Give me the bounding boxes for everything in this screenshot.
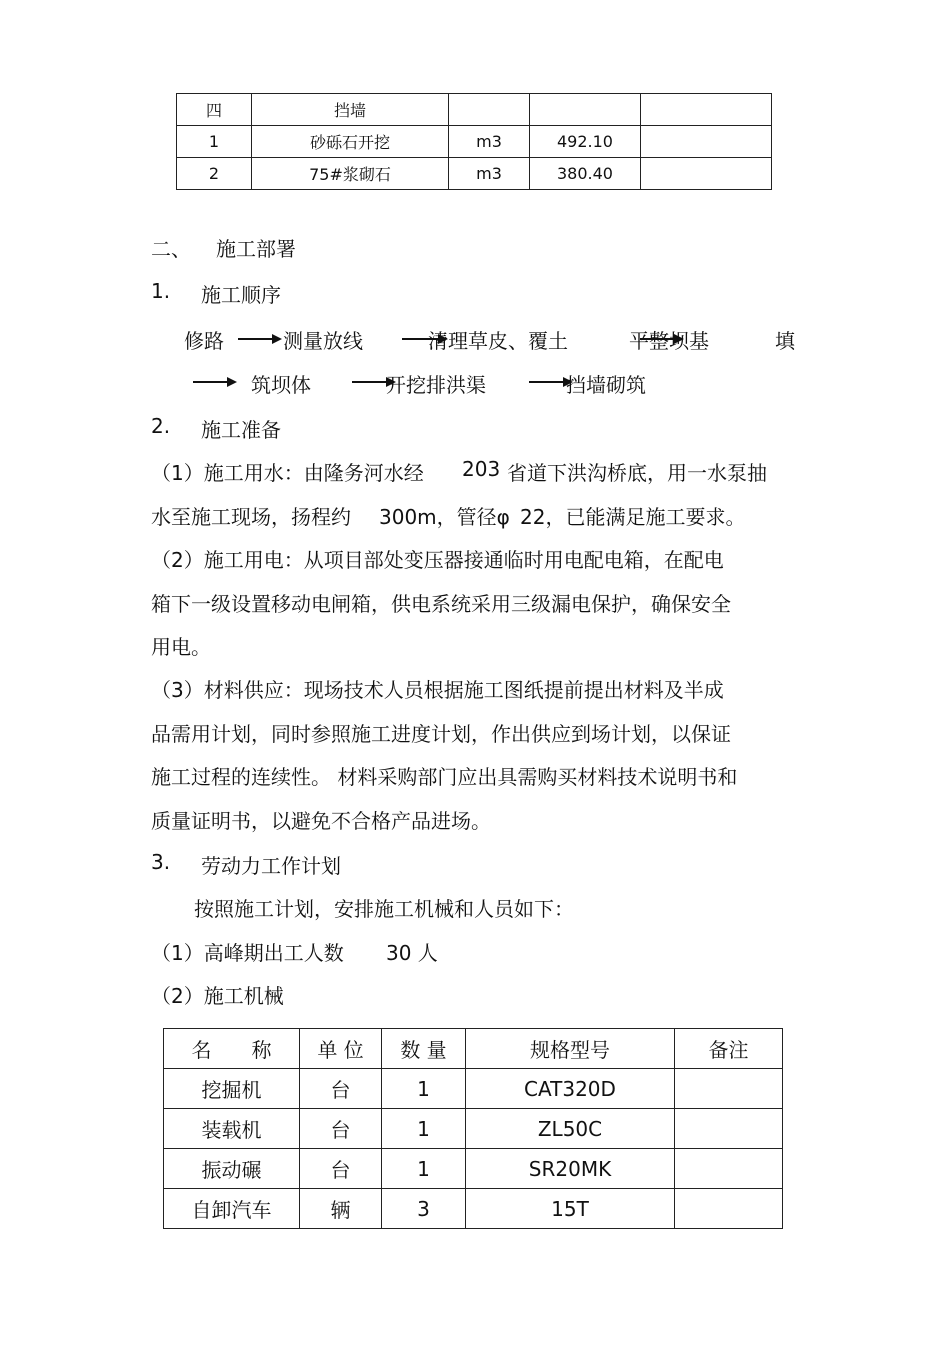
flow-step: 筑坝体 [251,373,311,397]
table-cell: CAT320D [466,1069,675,1109]
flow-step: 测量放线 [283,329,363,353]
table-cell: m3 [449,126,530,158]
table-cell: 振动碾 [164,1149,300,1189]
table-cell: 1 [382,1109,466,1149]
table-cell [449,94,530,126]
paragraph-text: （1）高峰期出工人数 [151,941,344,965]
table-row [177,158,772,190]
subsection-number: 3. [151,850,171,874]
table-cell [675,1109,783,1149]
paragraph-text: （3）材料供应：现场技术人员根据施工图纸提前提出材料及半成 [151,678,724,702]
table-cell [641,158,772,190]
table-cell: 15T [466,1189,675,1229]
arrow-right-icon [238,338,280,340]
flow-step: 平整坝基 [629,329,709,353]
table-row [164,1189,783,1229]
subsection-number: 1. [151,279,171,303]
subsection-title: 施工顺序 [201,283,281,307]
table-header-cell: 数 量 [382,1029,466,1069]
flow-step: 修路 [184,329,224,353]
table-cell: 492.10 [530,126,641,158]
table-cell [675,1149,783,1189]
table-cell: 四 [177,94,252,126]
paragraph-text: 质量证明书，以避免不合格产品进场。 [151,809,491,833]
section-number: 二、 [151,237,191,261]
paragraph-text: 水至施工现场，扬程约 [151,505,351,529]
table-cell: 1 [382,1149,466,1189]
table-cell [675,1189,783,1229]
table-cell: m3 [449,158,530,190]
table-cell: 装载机 [164,1109,300,1149]
table-row [177,126,772,158]
paragraph-text: 按照施工计划，安排施工机械和人员如下： [194,897,574,921]
table-cell: 挖掘机 [164,1069,300,1109]
table-header-cell: 名 称 [164,1029,300,1069]
table-cell [675,1069,783,1109]
table-header-cell: 备注 [675,1029,783,1069]
table-cell [641,126,772,158]
table-cell: 自卸汽车 [164,1189,300,1229]
table-row [164,1149,783,1189]
arrow-right-icon [193,381,235,383]
table-row [164,1069,783,1109]
table-cell: 挡墙 [252,94,449,126]
subsection-title: 劳动力工作计划 [201,854,341,878]
table-header-row [164,1029,783,1069]
table-cell: ZL50C [466,1109,675,1149]
table-cell: 台 [300,1109,382,1149]
paragraph-text: （2）施工机械 [151,984,284,1008]
quantity-table [176,93,772,190]
flow-step: 开挖排洪渠 [386,373,486,397]
table-header-cell: 规格型号 [466,1029,675,1069]
paragraph-text: 22，已能满足施工要求。 [520,505,746,529]
paragraph-text: 施工过程的连续性。 材料采购部门应出具需购买材料技术说明书和 [151,765,738,789]
table-cell: 2 [177,158,252,190]
paragraph-text: 30 人 [386,941,438,965]
table-cell: 1 [177,126,252,158]
table-cell [641,94,772,126]
table-row [164,1109,783,1149]
table-cell: 砂砾石开挖 [252,126,449,158]
paragraph-text: 300m，管径φ [379,505,510,529]
paragraph-text: 省道下洪沟桥底，用一水泵抽 [507,461,767,485]
paragraph-text: 用电。 [151,635,211,659]
table-header-cell: 单 位 [300,1029,382,1069]
paragraph-text: 203 [462,457,501,481]
table-cell: 台 [300,1149,382,1189]
table-cell: 1 [382,1069,466,1109]
table-cell: 辆 [300,1189,382,1229]
table-cell: 台 [300,1069,382,1109]
arrow-right-icon [529,381,571,383]
table-cell: 380.40 [530,158,641,190]
table-cell: 3 [382,1189,466,1229]
flow-step: 填 [775,329,795,353]
flow-step: 清理草皮、覆土 [428,329,568,353]
paragraph-text: 箱下一级设置移动电闸箱，供电系统采用三级漏电保护，确保安全 [151,592,731,616]
flow-step: 挡墙砌筑 [566,373,646,397]
section-title: 施工部署 [216,237,296,261]
paragraph-text: （1）施工用水：由隆务河水经 [151,461,424,485]
paragraph-text: （2）施工用电：从项目部处变压器接通临时用电配电箱，在配电 [151,548,724,572]
table-row [177,94,772,126]
table-cell: 75#浆砌石 [252,158,449,190]
table-cell: SR20MK [466,1149,675,1189]
subsection-number: 2. [151,414,171,438]
machinery-table [163,1028,783,1229]
paragraph-text: 品需用计划，同时参照施工进度计划，作出供应到场计划，以保证 [151,722,731,746]
table-cell [530,94,641,126]
subsection-title: 施工准备 [201,418,281,442]
